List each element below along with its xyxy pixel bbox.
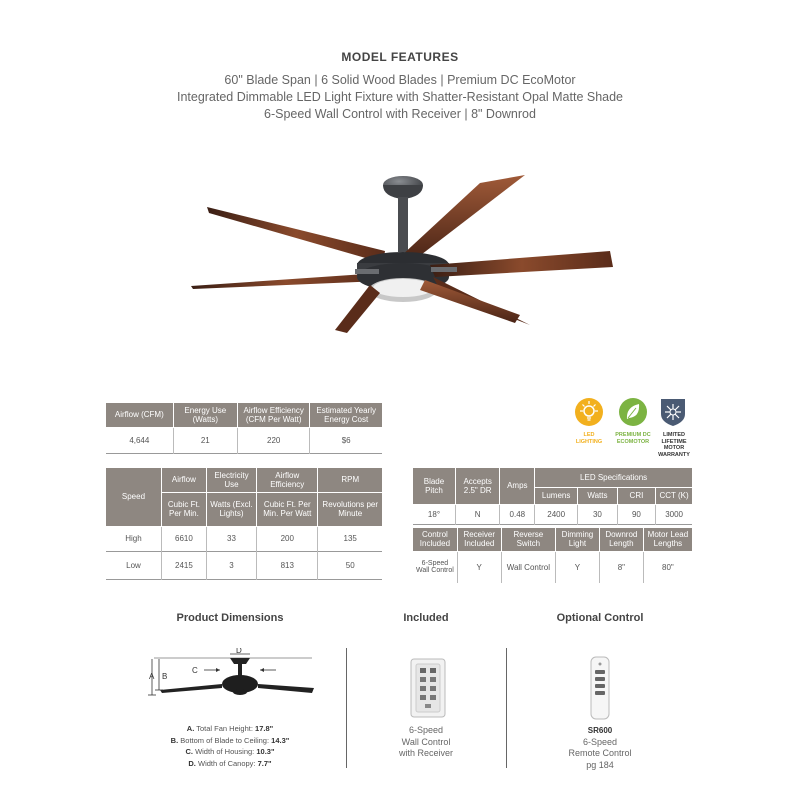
- speed-high-airflow: 6610: [161, 526, 206, 551]
- speed-low-airflow: 2415: [161, 551, 206, 579]
- spec-value-blade-pitch: 18°: [413, 504, 455, 524]
- table-row: [106, 551, 382, 579]
- speed-high-electricity: 33: [206, 526, 256, 551]
- energy-header-cost: Estimated Yearly Energy Cost: [310, 403, 382, 427]
- spec-value-accepts: N: [455, 504, 499, 524]
- spec-value-watts: 30: [578, 504, 618, 524]
- energy-table: [106, 403, 382, 454]
- speed-unit-efficiency: Cubic Ft. Per Min. Per Watt: [257, 492, 318, 526]
- speed-low-rpm: 50: [345, 560, 355, 570]
- spec-value-lumens: 2400: [535, 504, 578, 524]
- badge-warranty: [659, 396, 689, 458]
- control-table: [413, 528, 692, 583]
- energy-value-efficiency: 220: [237, 427, 309, 453]
- spec-table: [413, 468, 692, 525]
- badge-warranty-label: LIMITED LIFETIME MOTOR WARRANTY: [658, 432, 690, 458]
- dim-label-d: D: [236, 648, 242, 655]
- energy-value-cost: $6: [341, 435, 351, 445]
- remote-control-image: [588, 656, 612, 720]
- spec-header-lumens: Lumens: [535, 487, 578, 504]
- control-header-downrod: Downrod Length: [599, 528, 643, 551]
- energy-header-efficiency: Airflow Efficiency (CFM Per Watt): [237, 403, 309, 427]
- included-caption-line-2: Wall Control: [401, 736, 451, 747]
- ceiling-fan-image: [185, 165, 615, 340]
- speed-header-speed: Speed: [106, 468, 161, 526]
- optional-caption-line-3: pg 184: [586, 759, 614, 770]
- list-item: D. Width of Canopy: 7.7": [188, 758, 272, 768]
- dimensions-title: Product Dimensions: [176, 612, 284, 624]
- speed-header-rpm: RPM: [318, 468, 382, 492]
- dim-label-b: B: [162, 672, 168, 681]
- list-item: C. Width of Housing: 10.3": [185, 747, 275, 756]
- control-value-control: 6-Speed Wall Control: [413, 551, 457, 583]
- control-value-reverse: Wall Control: [501, 551, 555, 583]
- optional-caption-line-2: Remote Control: [568, 748, 632, 758]
- speed-header-airflow: Airflow: [161, 468, 206, 492]
- control-value-downrod: 8": [599, 551, 643, 583]
- speed-unit-electricity: Watts (Excl. Lights): [206, 492, 256, 526]
- wall-control-image: [410, 658, 446, 718]
- optional-caption: [540, 725, 660, 771]
- feature-line-3: 6-Speed Wall Control with Receiver | 8" Downrod: [264, 107, 536, 121]
- speed-unit-airflow: Cubic Ft. Per Min.: [161, 492, 206, 526]
- spec-value-cri: 90: [617, 504, 655, 524]
- dim-label-c: C: [192, 666, 198, 675]
- speed-table: [106, 468, 382, 580]
- control-header-reverse: Reverse Switch: [501, 528, 555, 551]
- spec-value-cct: 3000: [665, 509, 683, 519]
- bulb-icon: [574, 397, 604, 427]
- speed-low-electricity: 3: [206, 551, 256, 579]
- speed-high-label: High: [106, 526, 161, 551]
- included-caption-line-3: with Receiver: [398, 748, 454, 758]
- list-item: A. Total Fan Height: 17.8": [186, 724, 274, 733]
- divider: [346, 648, 347, 768]
- energy-header-airflow: Airflow (CFM): [106, 403, 173, 427]
- control-header-receiver: Receiver Included: [457, 528, 501, 551]
- speed-low-label: Low: [106, 551, 161, 579]
- optional-caption-line-1: 6-Speed: [582, 736, 618, 747]
- speed-header-electricity: Electricity Use: [206, 468, 256, 492]
- spec-header-accepts: Accepts 2.5" DR: [455, 468, 499, 504]
- speed-low-efficiency: 813: [257, 551, 318, 579]
- badge-led-label: LED LIGHTING: [575, 432, 603, 445]
- control-header-motor-lead: Motor Lead Lengths: [643, 528, 692, 551]
- included-title: Included: [403, 612, 449, 624]
- leaf-icon: [618, 397, 648, 427]
- badge-ecomotor: [615, 397, 651, 445]
- control-value-receiver: Y: [457, 551, 501, 583]
- badge-ecomotor-label: PREMIUM DC ECOMOTOR: [615, 432, 651, 445]
- feature-line-1: 60" Blade Span | 6 Solid Wood Blades | Premium DC EcoMotor: [224, 73, 576, 87]
- spec-header-cri: CRI: [617, 487, 655, 504]
- features-title: MODEL FEATURES: [341, 50, 459, 64]
- control-header-control: Control Included: [413, 528, 457, 551]
- spec-header-watts: Watts: [578, 487, 618, 504]
- dimension-diagram: [142, 648, 322, 708]
- spec-header-led: LED Specifications: [535, 468, 692, 487]
- list-item: B. Bottom of Blade to Ceiling: 14.3": [170, 735, 290, 745]
- speed-high-efficiency: 200: [257, 526, 318, 551]
- feature-line-2: Integrated Dimmable LED Light Fixture with Shatter-Resistant Opal Matte Shade: [176, 90, 624, 104]
- spec-header-amps: Amps: [500, 468, 535, 504]
- optional-model: SR600: [587, 726, 613, 735]
- included-caption-line-1: 6-Speed: [408, 725, 444, 735]
- optional-title: Optional Control: [556, 612, 644, 624]
- control-value-motor-lead: 80": [662, 562, 674, 572]
- energy-value-energy-use: 21: [173, 427, 237, 453]
- speed-unit-rpm: Revolutions per Minute: [318, 492, 382, 526]
- included-caption: [366, 725, 486, 760]
- spec-header-blade-pitch: Blade Pitch: [413, 468, 455, 504]
- table-row: [106, 526, 382, 551]
- control-value-dimming: Y: [556, 551, 600, 583]
- spec-value-amps: 0.48: [500, 504, 535, 524]
- divider: [506, 648, 507, 768]
- dimensions-list: [130, 723, 330, 769]
- speed-header-efficiency: Airflow Efficiency: [257, 468, 318, 492]
- energy-value-airflow: 4,644: [106, 427, 173, 453]
- dim-label-a: A: [149, 672, 155, 681]
- badge-led: [574, 397, 606, 445]
- shield-icon: [659, 396, 687, 427]
- speed-high-rpm: 135: [343, 534, 357, 543]
- control-header-dimming: Dimming Light: [556, 528, 600, 551]
- spec-header-cct: CCT (K): [656, 487, 692, 504]
- energy-header-energy-use: Energy Use (Watts): [173, 403, 237, 427]
